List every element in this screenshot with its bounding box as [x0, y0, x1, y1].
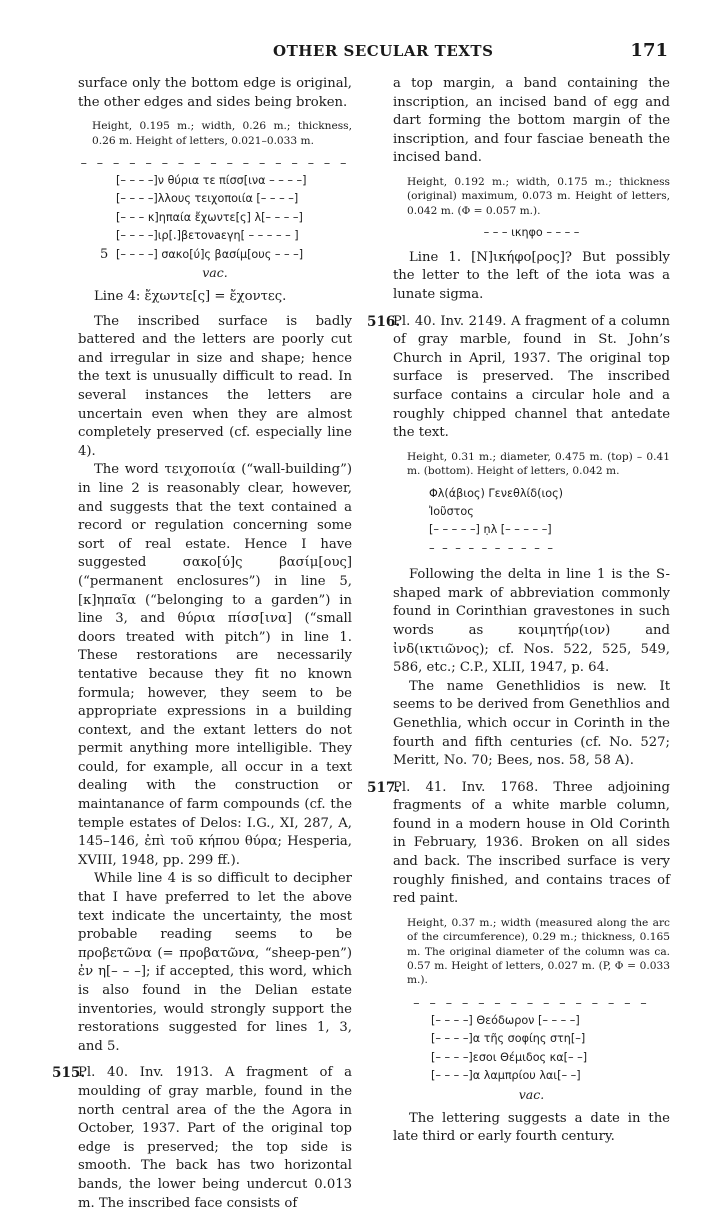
line-number: 5	[100, 246, 109, 262]
running-header	[78, 42, 668, 66]
entry-516: 516. Pl. 40. Inv. 2149. A fragment of a column of gray marble, found in St. John’s Church in April, 1937. The original top surface is preserved. The inscribed surface contains a circular hole and a roughly chipped channel that antedate the text.	[367, 313, 670, 441]
inscription-text	[431, 1012, 670, 1086]
paragraph: The lettering suggests a date in the late third or early fourth century.	[393, 1110, 670, 1145]
running-title: OTHER SECULAR TEXTS	[273, 42, 494, 60]
entry-517: 517. Pl. 41. Inv. 1768. Three adjoining fragments of a white marble column, found in a modern house in Old Corinth in February, 1936. Broken on all sides and back. The inscribed surface is very roughly finished, and contains traces of red paint.	[367, 779, 670, 907]
inscription-text: – – – ικηφο – – – –	[483, 226, 580, 240]
paragraph: a top margin, a band containing the inscription, an incised band of egg and dart forming the bottom margin of the inscription, and four fasciae beneath the incised band.	[393, 76, 670, 166]
entry-number: 517.	[367, 779, 401, 796]
inscription-line: Φλ(άβιος) Γενεθλίδ(ιος)	[429, 486, 564, 500]
inscription-line: [– – – –]ν θύρια τε πίσσ[ινα – – – –]	[116, 174, 307, 187]
lacuna-dashes: – – – – – – – – – –	[429, 541, 555, 555]
measurements: Height, 0.37 m.; width (measured along the arc of the circumference), 0.29 m.; thickness, 0.165 m. The original diameter of the column was ca. 0.57 m. Height of letters, 0.027 m. (P, Φ = 0.033 m.).	[407, 916, 670, 987]
paragraph: The word τειχοποιία (“wall-building”) in line 2 is reasonably clear, however, and suggests that the text contained a record or regulation concerning some sort of real estate. Hence I have suggested σακο[ύ]ς βασίμ[ους] (“permanent enclosures”) in line 5, [κ]ηπαῖα (“belonging to a garden”) in line 3, and θύρια πίσσ[ινα] (“small doors treated with pitch”) in line 1. These restorations are necessarily tentative because they fit no known formula; however, they seem to be appropriate expressions in a building context, and the extant letters do not permit anything more intelligible. They could, for example, all occur in a text dealing with the construction or maintanance of farm compounds (cf. the temple estates of Delos: I.G., XI, 287, A, 145–146, ἐπὶ τοῦ κήπου θύρα; Hesperia, XVIII, 1948, pp. 299 ff.).	[78, 462, 352, 868]
paragraph: The name Genethlidios is new. It seems to be derived from Genethlios and Genethlia, which occur in Corinth in the fourth and fifth centuries (cf. No. 527; Meritt, No. 70; Bees, nos. 58, 58 A).	[393, 678, 670, 769]
measurements: Height, 0.192 m.; width, 0.175 m.; thickness (original) maximum, 0.073 m. Height of letters, 0.042 m. (Φ = 0.057 m.).	[407, 175, 670, 217]
inscription-line: [– – – κ]ηπαία ἔχωντε[ς] λ[– – – –]	[116, 210, 303, 224]
inscription-line: [– – – –]εσοι Θέμιδος κα[– –]	[431, 1050, 588, 1064]
inscription-line: [– – – –]ιρ[.]βετονaεγη[ – – – – – ]	[116, 229, 299, 243]
left-column	[52, 75, 352, 1213]
inscription-line: [– – – –]α λαμπρίου λαι[– –]	[431, 1069, 581, 1083]
paragraph: While line 4 is so difficult to decipher that I have preferred to let the above text indicate the uncertainty, the most probable reading seems to be προβετῶνα (= προβατῶνα, “sheep-pen”) ἐν η[– – –]; if accepted, this word, which is also found in the Delian estate inventories, would strongly support the restorations suggested for lines 1, 3, and 5.	[78, 871, 352, 1054]
inscription-line: Ἰοῦστος	[429, 504, 474, 518]
inscription-line: [– – – – –] ṇλ [– – – – –]	[429, 523, 552, 537]
line-note: Line 4: ἔχωντε[ς] = ἔχοντες.	[94, 289, 287, 305]
paragraph: The inscribed surface is badly battered and the letters are poorly cut and irregular in size and shape; hence the text is unusually difficult to read. In several instances the letters are uncertain even when they are almost completely preserved (cf. especially line 4).	[78, 313, 352, 459]
page-number: 171	[630, 40, 668, 61]
paragraph: Following the delta in line 1 is the S-shaped mark of abbreviation commonly found in Corinthian gravestones in such words as κοιμητήρ(ιον) and ἰνδ(ικτιῶνος); cf. Nos. 522, 525, 549, 586, etc.; C.P., XLII, 1947, p. 64.	[393, 567, 670, 676]
inscription-line: [– – – –]α τῆς σοφίης στη[–]	[431, 1032, 586, 1046]
vacat: vac.	[518, 1086, 545, 1102]
inscription-line: [– – – –]λλους τειχοποιία [– – – –]	[116, 192, 299, 206]
inscription-text	[429, 485, 670, 559]
right-column	[367, 75, 670, 1147]
inscription-line: [– – – –] Θεόδωρον [– – – –]	[431, 1013, 580, 1027]
entry-number: 516.	[367, 313, 401, 330]
entry-515: 515. Pl. 40. Inv. 1913. A fragment of a moulding of gray marble, found in the north central area of the the Agora in October, 1937. Part of the original top edge is preserved; the top side is smooth. The back has two horizontal bands, the lower being undercut 0.013 m. The inscribed face consists of	[52, 1065, 352, 1211]
entry-number: 515.	[52, 1065, 86, 1082]
line-note: Line 1. [Ν]ικήφο[ρος]? But possibly the letter to the left of the iota was a lunate sigma.	[393, 249, 670, 302]
vacat: vac.	[202, 265, 228, 281]
inscription-line: 5 [– – – –] σακο[ύ]ς βασίμ[ους – – –]	[116, 246, 352, 264]
lacuna-dashes: – – – – – – – – – – – – – – – – –	[80, 155, 350, 170]
inscription-text	[100, 172, 352, 264]
paragraph: surface only the bottom edge is original, the other edges and sides being broken.	[78, 76, 352, 110]
measurements: Height, 0.31 m.; diameter, 0.475 m. (top) – 0.41 m. (bottom). Height of letters, 0.042 m.	[407, 450, 670, 478]
lacuna-dashes: – – – – – – – – – – – – – – –	[413, 994, 650, 1010]
measurements: Height, 0.195 m.; width, 0.26 m.; thickness, 0.26 m. Height of letters, 0.021–0.033 m.	[92, 120, 352, 147]
